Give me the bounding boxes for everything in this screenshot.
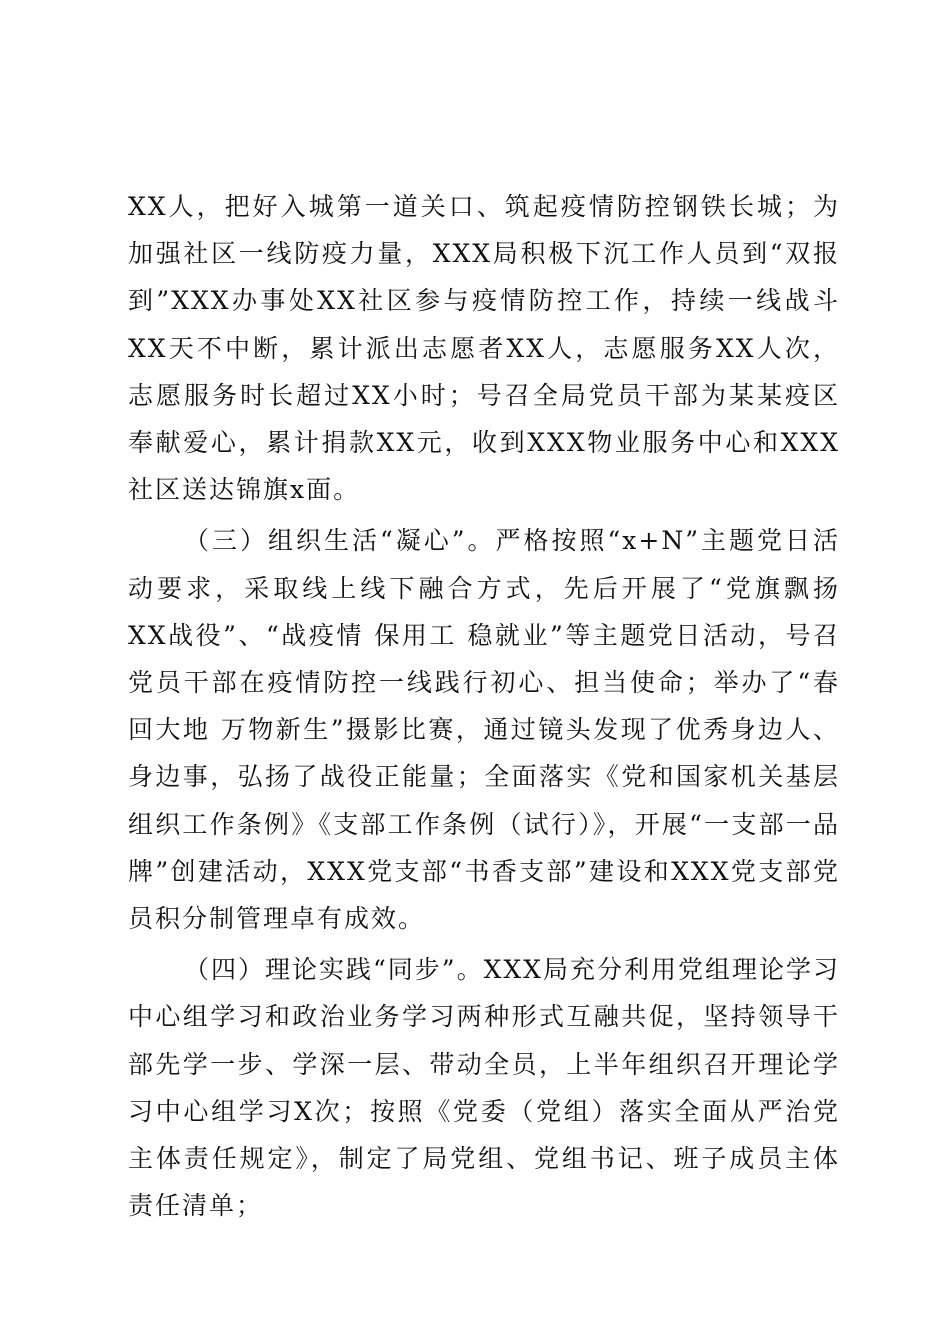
paragraph-theory-practice: （四）理论实践“同步”。XXX局充分利用党组理论学习中心组学习和政治业务学习两种形式互融共促，坚持领导干部先学一步、学深一层、带动全员，上半年组织召开理论学习中心组学习X次；按照《党委（党组）落实全面从严治党主体责任规定》，制定了局党组、党组书记、班子成员主体责任清单； bbox=[128, 955, 840, 1221]
document-body bbox=[128, 183, 840, 1229]
paragraph-organization-life: （三）组织生活“凝心”。严格按照“x+N”主题党日活动要求，采取线上线下融合方式，先后开展了“党旗飘扬 XX战役”、“战疫情 保用工 稳就业”等主题党日活动，号召党员干部在疫情防控一线践行初心、担当使命；举办了“春回大地 万物新生”摄影比赛，通过镜头发现了优秀身边人、身边事，弘扬了战役正能量；全面落实《党和国家机关基层组织工作条例》《支部工作条例（试行）》，开展“一支部一品牌”创建活动，XXX党支部“书香支部”建设和XXX党支部党员积分制管理卓有成效。 bbox=[128, 526, 840, 934]
paragraph-continuation: XX人，把好入城第一道关口、筑起疫情防控钢铁长城；为加强社区一线防疫力量，XXX局积极下沉工作人员到“双报到”XXX办事处XX社区参与疫情防控工作，持续一线战斗XX天不中断，累计派出志愿者XX人，志愿服务XX人次，志愿服务时长超过XX小时；号召全局党员干部为某某疫区奉献爱心，累计捐款XX元，收到XXX物业服务中心和XXX社区送达锦旗x面。 bbox=[128, 192, 840, 505]
